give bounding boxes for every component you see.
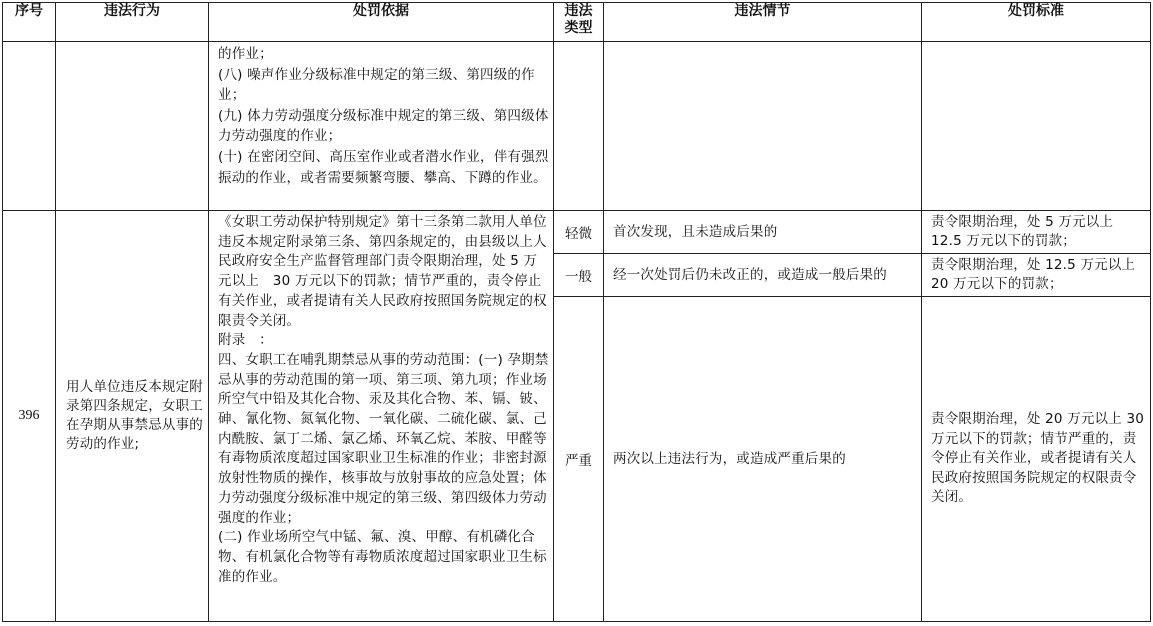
cell-detail-severe: [604, 297, 922, 622]
cell-basis-396: [209, 211, 554, 622]
cell-seq-empty: [3, 42, 56, 211]
cell-standard-general: [922, 254, 1151, 297]
standard-severe-text: 责令限期治理，处 20 万元以上 30 万元以下的罚款；情节严重的，责令停止有关作业，或者提请有关人民政府按照国务院规定的权限责令关闭。: [931, 411, 1149, 506]
basis-continuation-text: 的作业； (八) 噪声作业分级标准中规定的第三级、第四级的作业； (九) 体力劳动强度分级标准中规定的第三级、第四级体力劳动强度的作业； (十) 在密闭空间、高压室作业或者潜水作业，伴有强烈振动的作业，或者需要频繁弯腰、攀高、下蹲的作业。: [218, 46, 549, 186]
cell-detail-empty: [604, 42, 922, 211]
cell-basis-continuation: [209, 42, 554, 211]
cell-standard-severe: [922, 297, 1151, 622]
penalty-table: [2, 2, 1151, 622]
cell-type-severe: 严重: [554, 297, 604, 622]
header-type: 违法类型: [554, 3, 604, 42]
header-standard: 处罚标准: [922, 3, 1151, 42]
cell-standard-empty: [922, 42, 1151, 211]
cell-detail-minor: [604, 211, 922, 254]
table-row-396-minor: [3, 211, 1151, 254]
standard-minor-text: 责令限期治理，处 5 万元以上 12.5 万元以下的罚款；: [931, 214, 1118, 249]
cell-standard-minor: [922, 211, 1151, 254]
standard-general-text: 责令限期治理，处 12.5 万元以上 20 万元以下的罚款；: [931, 257, 1149, 292]
detail-general-text: 经一次处罚后仍未改正的，或造成一般后果的: [613, 266, 887, 283]
header-detail: 违法情节: [604, 3, 922, 42]
header-seq: 序号: [3, 3, 56, 42]
cell-behavior-396: [56, 211, 209, 622]
cell-type-empty: [554, 42, 604, 211]
cell-detail-general: [604, 254, 922, 297]
cell-seq-396: 396: [3, 211, 56, 622]
cell-type-minor: 轻微: [554, 211, 604, 254]
behavior-396-text: 用人单位违反本规定附录第四条规定，女职工在孕期从事禁忌从事的劳动的作业;: [66, 379, 203, 452]
header-row: [3, 3, 1151, 42]
header-behavior: 违法行为: [56, 3, 209, 42]
table-row-continuation: [3, 42, 1151, 211]
cell-behavior-empty: [56, 42, 209, 211]
detail-severe-text: 两次以上违法行为，或造成严重后果的: [613, 450, 846, 467]
header-basis: 处罚依据: [209, 3, 554, 42]
basis-396-text: 《女职工劳动保护特别规定》第十三条第二款用人单位违反本规定附录第三条、第四条规定的，由县级以上人民政府安全生产监督管理部门责令限期治理，处 5 万元以上 30 万元以下的罚款；情节严重的，责令停止有关作业，或者提请有关人民政府按照国务院规定的权限责令关闭。 附录 ： 四、女职工在哺乳期禁忌从事的劳动范围：(一) 孕期禁忌从事的劳动范围的第一项、第三项、第九项；作业场所空气中铅及其化合物、汞及其化合物、苯、镉、铍、砷、氰化物、氮氧化物、一氧化碳、二硫化碳、氯、己内酰胺、氯丁二烯、氯乙烯、环氧乙烷、苯胺、甲醛等有毒物质浓度超过国家职业卫生标准的作业；非密封源放射性物质的操作，核事故与放射事故的应急处置；体力劳动强度分级标准中规定的第三级、第四级体力劳动强度的作业； (二) 作业场所空气中锰、氟、溴、甲醇、有机磷化合物、有机氯化合物等有毒物质浓度超过国家职业卫生标准的作业。: [218, 214, 549, 585]
cell-type-general: 一般: [554, 254, 604, 297]
detail-minor-text: 首次发现，且未造成后果的: [613, 223, 778, 240]
